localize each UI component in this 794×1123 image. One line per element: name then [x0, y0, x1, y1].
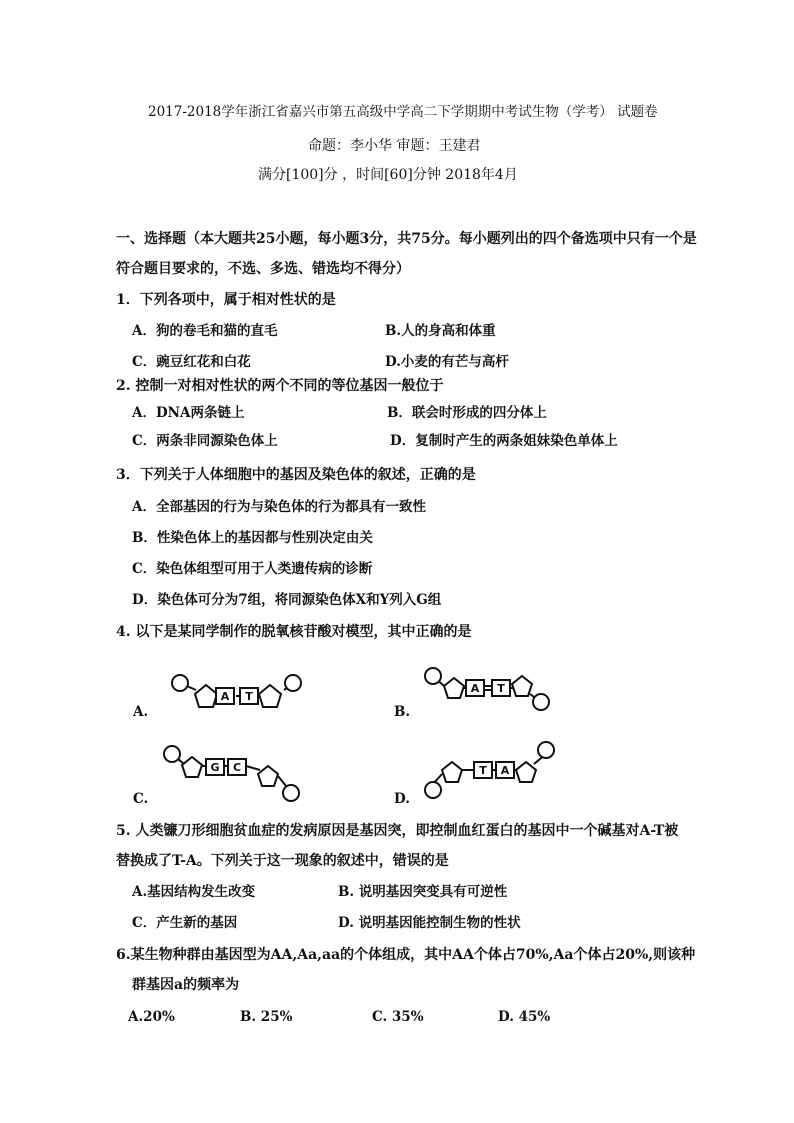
- q4-option-c: C.: [133, 791, 149, 807]
- q5-option-b: B. 说明基因突变具有可逆性: [338, 884, 508, 900]
- exam-authors: 命题：李小华 审题：王建君: [308, 138, 481, 154]
- q6-option-c: C. 35%: [372, 1009, 424, 1025]
- base-label-d1: T: [479, 764, 487, 777]
- q1-option-a: A．狗的卷毛和猫的直毛: [132, 323, 278, 339]
- q6-option-d: D. 45%: [498, 1009, 551, 1025]
- base-label-d2: A: [500, 764, 510, 777]
- q6-option-a: A.20%: [128, 1009, 175, 1025]
- q2-option-d: D．复制时产生的两条姐妹染色单体上: [390, 433, 618, 449]
- q4-stem: 4. 以下是某同学制作的脱氧核苷酸对模型，其中正确的是: [116, 624, 472, 640]
- q2-option-c: C．两条非同源染色体上: [132, 433, 278, 449]
- q6-option-b: B. 25%: [240, 1009, 293, 1025]
- q2-option-b: B．联会时形成的四分体上: [387, 405, 547, 421]
- base-label-a1: A: [220, 690, 230, 703]
- base-label-c1: G: [210, 761, 220, 774]
- q4-option-b: B.: [394, 704, 411, 720]
- q3-option-d: D．染色体可分为7组，将同源染色体X和Y列入G组: [132, 592, 442, 608]
- q5-option-c: C．产生新的基因: [132, 915, 238, 931]
- model-b-diagram: [418, 664, 568, 714]
- q1-option-d: D.小麦的有芒与高杆: [385, 354, 509, 370]
- q5-stem-line1: 5. 人类镰刀形细胞贫血症的发病原因是基因突，即控制血红蛋白的基因中一个碱基对A-T被: [116, 823, 679, 839]
- q6-stem-line1: 6.某生物种群由基因型为AA,Aa,aa的个体组成，其中AA个体占70%,Aa个体占20%,则该种: [116, 947, 696, 963]
- q4-option-d: D.: [394, 791, 410, 807]
- section-heading-line1: 一、选择题（本大题共25小题，每小题3分，共75分。每小题列出的四个备选项中只有一个是: [116, 231, 697, 247]
- q2-option-a: A．DNA两条链上: [132, 405, 245, 421]
- q5-option-d: D. 说明基因能控制生物的性状: [338, 915, 521, 931]
- base-label-b1: A: [470, 682, 480, 695]
- section-heading-line2: 符合题目要求的，不选、多选、错选均不得分）: [116, 261, 410, 277]
- q3-option-c: C．染色体组型可用于人类遗传病的诊断: [132, 561, 373, 577]
- q4-option-a: A.: [133, 704, 149, 720]
- q1-option-b: B.人的身高和体重: [385, 323, 496, 339]
- q5-option-a: A.基因结构发生改变: [132, 884, 256, 900]
- q5-stem-line2: 替换成了T-A。下列关于这一现象的叙述中，错误的是: [116, 853, 449, 869]
- q3-option-b: B．性染色体上的基因都与性别决定由关: [132, 530, 373, 546]
- q2-stem: 2. 控制一对相对性状的两个不同的等位基因一般位于: [116, 378, 444, 394]
- q3-option-a: A．全部基因的行为与染色体的行为都具有一致性: [132, 499, 426, 515]
- q1-option-c: C．豌豆红花和白花: [132, 354, 251, 370]
- q1-stem: 1．下列各项中，属于相对性状的是: [116, 292, 336, 308]
- base-label-b2: T: [497, 682, 505, 695]
- base-label-c2: C: [232, 761, 242, 774]
- exam-title: 2017-2018学年浙江省嘉兴市第五高级中学高二下学期期中考试生物（学考） 试题卷: [148, 104, 658, 120]
- exam-meta: 满分[100]分 ，时间[60]分钟 2018年4月: [258, 167, 518, 183]
- q3-stem: 3．下列关于人体细胞中的基因及染色体的叙述，正确的是: [116, 467, 476, 483]
- model-a-diagram: [160, 668, 310, 718]
- model-d-diagram: [418, 738, 568, 800]
- base-label-a2: T: [245, 690, 253, 703]
- q6-stem-line2: 群基因a的频率为: [132, 977, 240, 993]
- model-c-diagram: [160, 740, 310, 802]
